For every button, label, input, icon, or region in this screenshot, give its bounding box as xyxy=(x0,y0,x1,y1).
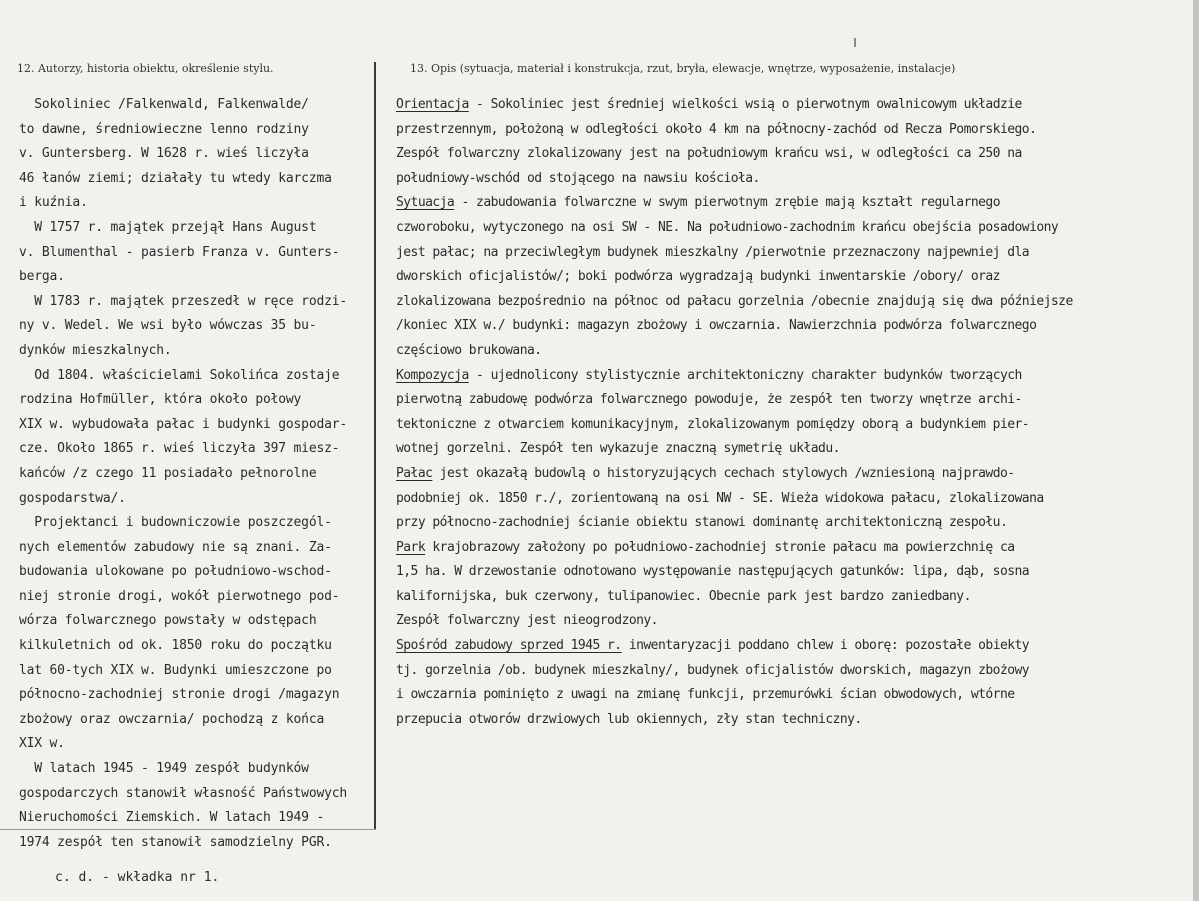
pen-mark xyxy=(854,38,856,47)
history-text-line: dynków mieszkalnych. xyxy=(19,342,172,358)
line-text: tj. gorzelnia /ob. budynek mieszkalny/, budynek oficjalistów dworskich, magazyn zbożowy xyxy=(396,662,1030,678)
page-edge xyxy=(1193,0,1199,901)
description-text-line xyxy=(396,241,1156,266)
history-text-line: 1974 zespół ten stanowił samodzielny PGR. xyxy=(19,834,332,850)
history-text-line: gospodarczych stanowił własność Państwowych xyxy=(19,785,347,801)
underlined-heading: Sytuacja xyxy=(396,195,455,211)
line-text: zlokalizowana bezpośrednio na północ od pałacu gorzelnia /obecnie znajdują się dwa późniejsze xyxy=(396,293,1073,309)
line-text: jest okazałą budowlą o historyzujących cechach stylowych /wzniesioną najprawdo- xyxy=(432,465,1015,481)
history-text-line: berga. xyxy=(19,269,65,285)
history-text-line: W 1783 r. majątek przeszedł w ręce rodzi- xyxy=(19,293,347,309)
line-text: - zabudowania folwarczne w swym pierwotnym zrębie mają kształt regularnego xyxy=(454,195,1000,211)
history-text-line: XIX w. xyxy=(19,736,65,752)
description-text-line xyxy=(396,634,1156,659)
underlined-heading: Spośród zabudowy sprzed 1945 r. xyxy=(396,638,622,654)
history-text-line: Od 1804. właścicielami Sokolińca zostaje xyxy=(19,367,340,383)
line-text: częściowo brukowana. xyxy=(396,342,542,358)
section-13-header: 13. Opis (sytuacja, materiał i konstrukcja, rzut, bryła, elewacje, wnętrze, wyposażenie, instalacje) xyxy=(410,62,956,75)
line-text: przestrzennym, położoną w odległości około 4 km na północny-zachód od Recza Pomorskiego. xyxy=(396,121,1037,137)
line-text: południowy-wschód od stojącego na nawsiu kościoła. xyxy=(396,170,760,186)
line-text: 1,5 ha. W drzewostanie odnotowano występowanie następujących gatunków: lipa, dąb, sosna xyxy=(396,564,1030,580)
line-text: przy północno-zachodniej ścianie obiektu stanowi dominantę architektoniczną zespołu. xyxy=(396,515,1008,531)
description-text-line xyxy=(396,560,1156,585)
history-text-line: Sokoliniec /Falkenwald, Falkenwalde/ xyxy=(19,97,309,112)
history-text-line: W 1757 r. majątek przejął Hans August xyxy=(19,219,317,235)
continuation-note: c. d. - wkładka nr 1. xyxy=(55,870,220,885)
line-text: Zespół folwarczny zlokalizowany jest na południowym krańcu wsi, w odległości ca 250 na xyxy=(396,146,1022,162)
description-text-line xyxy=(396,487,1156,512)
history-text-line: północno-zachodniej stronie drogi /magazyn xyxy=(19,687,340,703)
history-column xyxy=(19,93,379,855)
line-text: podobniej ok. 1850 r./, zorientowaną na osi NW - SE. Wieża widokowa pałacu, zlokalizowana xyxy=(396,490,1044,506)
description-text-line xyxy=(396,167,1156,192)
description-text-line xyxy=(396,93,1156,118)
line-text: inwentaryzacji poddano chlew i oborę: pozostałe obiekty xyxy=(621,638,1030,654)
line-text: Zespół folwarczny jest nieogrodzony. xyxy=(396,613,658,629)
description-text-line xyxy=(396,413,1156,438)
history-text-line: budowania ulokowane po południowo-wschod- xyxy=(19,564,332,580)
description-text-line xyxy=(396,437,1156,462)
history-text-line: ny v. Wedel. We wsi było wówczas 35 bu- xyxy=(19,318,317,334)
history-text-line: wórza folwarcznego powstały w odstępach xyxy=(19,613,317,629)
history-text-line: Nieruchomości Ziemskich. W latach 1949 - xyxy=(19,810,325,826)
description-text-line xyxy=(396,536,1156,561)
description-text-line xyxy=(396,708,1156,733)
line-text: jest pałac; na przeciwległym budynek mieszkalny /pierwotnie przeznaczony najpewniej dla xyxy=(396,244,1030,260)
history-text-line: zbożowy oraz owczarnia/ pochodzą z końca xyxy=(19,711,325,727)
description-column xyxy=(396,93,1156,732)
description-text-line xyxy=(396,142,1156,167)
section-12-header: 12. Autorzy, historia obiektu, określenie stylu. xyxy=(17,62,274,75)
line-text: krajobrazowy założony po południowo-zachodniej stronie pałacu ma powierzchnię ca xyxy=(425,539,1015,555)
description-text-line xyxy=(396,462,1156,487)
history-text-line: gospodarstwa/. xyxy=(19,490,126,506)
history-text-line: i kuźnia. xyxy=(19,195,88,211)
description-text-line xyxy=(396,683,1156,708)
history-text-line: cze. Około 1865 r. wieś liczyła 397 miesz- xyxy=(19,441,340,457)
line-text: /koniec XIX w./ budynki: magazyn zbożowy i owczarnia. Nawierzchnia podwórza folwarcznego xyxy=(396,318,1037,334)
underlined-heading: Park xyxy=(396,539,426,555)
underlined-heading: Orientacja xyxy=(396,97,469,112)
description-text-line xyxy=(396,339,1156,364)
line-text: kalifornijska, buk czerwony, tulipanowiec. Obecnie park jest bardzo zaniedbany. xyxy=(396,588,971,604)
line-text: przepucia otworów drzwiowych lub okiennych, zły stan techniczny. xyxy=(396,711,862,727)
description-text-line xyxy=(396,364,1156,389)
description-text-line xyxy=(396,388,1156,413)
history-text-line: niej stronie drogi, wokół pierwotnego pod- xyxy=(19,588,340,604)
history-text-line: kilkuletnich od ok. 1850 roku do początku xyxy=(19,638,332,654)
description-text-line xyxy=(396,609,1156,634)
history-text-line: lat 60-tych XIX w. Budynki umieszczone po xyxy=(19,662,332,678)
line-text: tektoniczne z otwarciem komunikacyjnym, zlokalizowanym pomiędzy oborą a budynkiem pier- xyxy=(396,416,1030,432)
description-text-line xyxy=(396,511,1156,536)
history-text-line: 46 łanów ziemi; działały tu wtedy karczma xyxy=(19,170,332,186)
description-text-line xyxy=(396,314,1156,339)
description-text-line xyxy=(396,191,1156,216)
history-text-line: W latach 1945 - 1949 zespół budynków xyxy=(19,761,309,777)
description-text-line xyxy=(396,118,1156,143)
underlined-heading: Pałac xyxy=(396,465,433,481)
history-text-line: kańców /z czego 11 posiadało pełnorolne xyxy=(19,465,317,481)
history-text-line: rodzina Hofmüller, która około połowy xyxy=(19,392,302,408)
underlined-heading: Kompozycja xyxy=(396,367,469,383)
line-text: - Sokoliniec jest średniej wielkości wsią o pierwotnym owalnicowym układzie xyxy=(468,97,1022,112)
description-text-line xyxy=(396,216,1156,241)
line-text: czworoboku, wytyczonego na osi SW - NE. Na południowo-zachodnim krańcu obejścia posadowiony xyxy=(396,219,1059,235)
line-text: i owczarnia pominięto z uwagi na zmianę funkcji, przemurówki ścian obwodowych, wtórne xyxy=(396,687,1015,703)
line-text: dworskich oficjalistów/; boki podwórza wygradzają budynki inwentarskie /obory/ oraz xyxy=(396,269,1000,285)
line-text: - ujednolicony stylistycznie architektoniczny charakter budynków tworzących xyxy=(468,367,1022,383)
history-text-line: XIX w. wybudowała pałac i budynki gospodar- xyxy=(19,416,347,432)
description-text-line xyxy=(396,659,1156,684)
history-text-line: Projektanci i budowniczowie poszczegól- xyxy=(19,515,332,531)
description-text-line xyxy=(396,265,1156,290)
history-text-line: v. Guntersberg. W 1628 r. wieś liczyła xyxy=(19,146,309,162)
history-text-line: nych elementów zabudowy nie są znani. Za- xyxy=(19,539,332,555)
description-text-line xyxy=(396,585,1156,610)
history-text-line: to dawne, średniowieczne lenno rodziny xyxy=(19,121,309,137)
history-text-line: v. Blumenthal - pasierb Franza v. Gunters- xyxy=(19,244,340,260)
line-text: wotnej gorzelni. Zespół ten wykazuje znaczną symetrię układu. xyxy=(396,441,840,457)
description-text-line xyxy=(396,290,1156,315)
line-text: pierwotną zabudowę podwórza folwarcznego powoduje, że zespół ten tworzy wnętrze archi- xyxy=(396,392,1022,408)
